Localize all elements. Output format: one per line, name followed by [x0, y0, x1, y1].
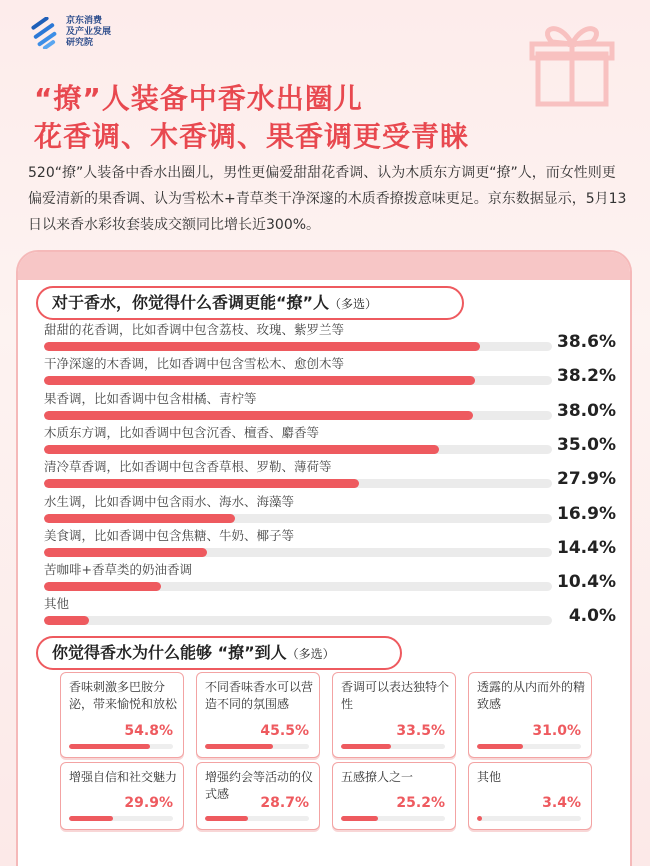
brand-name	[66, 16, 134, 49]
bar-category-label: 其他	[44, 596, 70, 612]
reason-card-track	[69, 816, 173, 821]
bar-category-label: 甜甜的花香调，比如香调中包含荔枝、玫瑰、紫罗兰等	[44, 322, 345, 337]
reason-card-value: 29.9%	[124, 795, 173, 811]
bar	[44, 342, 480, 351]
question-2-title	[36, 636, 402, 670]
bar-category-label: 果香调，比如香调中包含柑橘、青柠等	[44, 390, 257, 406]
bar-category-label: 苦咖啡+香草类的奶油香调	[44, 562, 192, 578]
bar-row	[44, 356, 616, 392]
bar-category-label: 清冷草香调，比如香调中包含香草根、罗勒、薄荷等	[44, 459, 332, 475]
question-1-text: 对于香水，你觉得什么香调更能“撩”人	[52, 293, 330, 312]
bar-value-label: 38.0%	[557, 400, 616, 421]
reason-card	[196, 762, 320, 830]
question-2-text: 你觉得香水为什么能够 “撩”到人	[52, 643, 287, 662]
bar-track	[44, 376, 552, 385]
reason-card-label: 香味刺激多巴胺分泌，带来愉悦和放松	[69, 680, 178, 711]
bar-category-label: 干净深邃的木香调，比如香调中包含雪松木、愈创木等	[44, 356, 345, 372]
reason-card	[468, 762, 592, 830]
bar-track	[44, 582, 552, 591]
bar	[477, 744, 523, 749]
bar	[69, 744, 150, 749]
reason-card	[60, 762, 184, 830]
reason-card-value: 25.2%	[396, 795, 445, 811]
headline-line1: “撩”人装备中香水出圈儿	[34, 82, 363, 115]
bar-row	[44, 528, 616, 564]
bar	[44, 376, 475, 385]
bar-track	[44, 479, 552, 488]
question-2-suffix: （多选）	[286, 647, 335, 661]
question-1-suffix: （多选）	[329, 297, 378, 311]
reason-card-label: 透露的从内而外的精致感	[477, 680, 586, 711]
bar	[44, 411, 473, 420]
bar-category-label: 木质东方调，比如香调中包含沉香、檀香、麝香等	[44, 424, 320, 440]
bar-row	[44, 425, 616, 461]
intro-paragraph: 520“撩”人装备中香水出圈儿，男性更偏爱甜甜花香调、认为木质东方调更“撩”人，而女性则更偏爱清新的果香调、认为雪松木+青草类干净深邃的木质香撩拨意味更足。京东数据显示，5月13日以来香水彩妆套装成交额同比增长近300%。	[28, 165, 627, 233]
bar	[341, 744, 391, 749]
bar	[341, 816, 378, 821]
bar-category-label: 美食调，比如香调中包含焦糖、牛奶、椰子等	[44, 527, 295, 543]
reason-card-label: 五感撩人之一	[341, 770, 414, 784]
reason-card-value: 28.7%	[260, 795, 309, 811]
brand-name-line1: 京东消费	[66, 16, 103, 26]
bar-value-label: 38.2%	[557, 366, 616, 387]
bar-track	[44, 514, 552, 523]
reason-card-label: 其他	[477, 770, 502, 784]
brand-name-line2: 及产业发展	[66, 27, 112, 37]
bar-row	[44, 596, 616, 632]
reason-card-label: 不同香味香水可以营造不同的氛围感	[205, 680, 314, 711]
bar-row	[44, 459, 616, 495]
reason-card-track	[205, 744, 309, 749]
bar	[69, 816, 113, 821]
bar	[44, 616, 89, 625]
brand-name-line3: 研究院	[66, 38, 94, 48]
reason-card	[332, 762, 456, 830]
page-headline	[34, 80, 469, 156]
bar	[205, 744, 273, 749]
reason-card-value: 54.8%	[124, 723, 173, 739]
headline-line2: 花香调、木香调、果香调更受青睐	[34, 120, 470, 153]
reason-card	[468, 672, 592, 758]
reason-card-track	[341, 744, 445, 749]
bar-track	[44, 342, 552, 351]
bar	[477, 816, 482, 821]
reason-card-label: 增强自信和社交魅力	[69, 770, 178, 784]
reason-card-track	[477, 816, 581, 821]
bar	[44, 548, 207, 557]
bar	[44, 514, 235, 523]
reason-card-value: 45.5%	[260, 723, 309, 739]
bar-value-label: 27.9%	[557, 469, 616, 490]
bar-track	[44, 445, 552, 454]
bar-value-label: 10.4%	[557, 572, 616, 593]
bar-row	[44, 494, 616, 530]
reason-card-value: 31.0%	[532, 723, 581, 739]
question-1-title	[36, 286, 464, 320]
brand-logo	[28, 16, 134, 49]
bar	[205, 816, 248, 821]
reason-card-track	[205, 816, 309, 821]
bar-row	[44, 391, 616, 427]
bar-value-label: 35.0%	[557, 434, 616, 455]
bar	[44, 479, 359, 488]
reason-card-value: 33.5%	[396, 723, 445, 739]
gift-box-icon	[524, 14, 620, 110]
reason-card-value: 3.4%	[542, 795, 581, 811]
reason-card-label: 香调可以表达独特个性	[341, 680, 450, 711]
jd-research-logo-icon	[28, 17, 60, 49]
bar-track	[44, 548, 552, 557]
bar-category-label: 水生调，比如香调中包含雨水、海水、海藻等	[44, 493, 295, 509]
reason-card	[196, 672, 320, 758]
reason-card	[332, 672, 456, 758]
bar-value-label: 16.9%	[557, 503, 616, 524]
bar-value-label: 4.0%	[568, 606, 616, 627]
reason-card-track	[69, 744, 173, 749]
bar	[44, 445, 439, 454]
reason-card	[60, 672, 184, 758]
reason-card-track	[341, 816, 445, 821]
reason-card-track	[477, 744, 581, 749]
bar-value-label: 38.6%	[557, 332, 616, 352]
reason-card-label: 增强约会等活动的仪式感	[205, 770, 314, 801]
bar-value-label: 14.4%	[557, 537, 616, 558]
bar-track	[44, 616, 552, 625]
bar	[44, 582, 161, 591]
bar-track	[44, 411, 552, 420]
bar-row	[44, 562, 616, 598]
bar-row	[44, 322, 616, 358]
